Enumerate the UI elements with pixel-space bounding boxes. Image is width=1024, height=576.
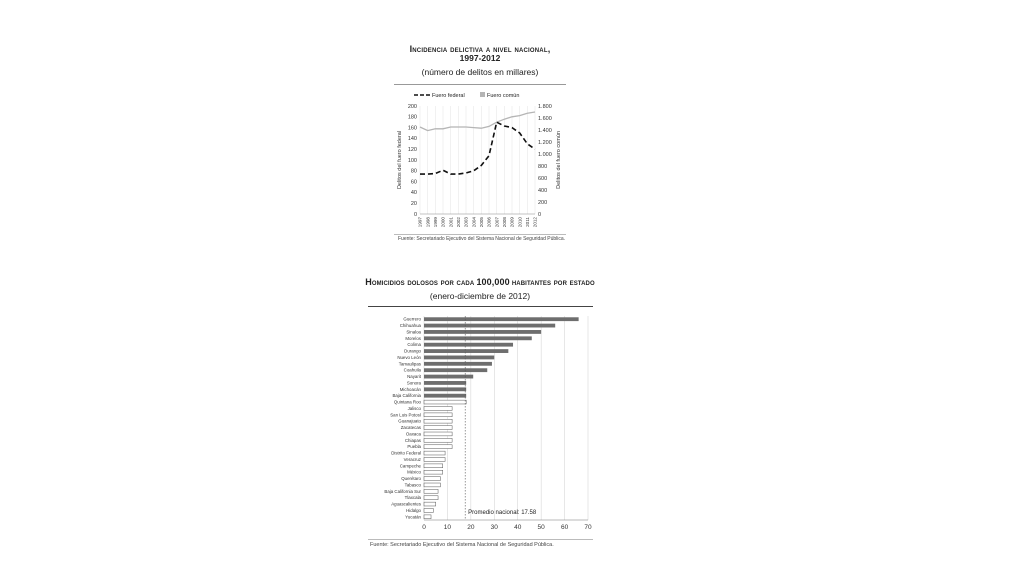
bar	[424, 451, 445, 455]
y-left-axis-label: Delitos del fuero federal	[397, 130, 403, 190]
x-tick-label: 2008	[501, 217, 507, 228]
category-label: Veracruz	[403, 456, 421, 462]
bar	[424, 400, 466, 404]
category-label: Tabasco	[404, 482, 421, 488]
y-left-tick-label: 140	[407, 136, 417, 143]
x-tick-label: 2002	[455, 217, 461, 228]
category-label: Hidalgo	[406, 507, 421, 513]
series-line-fuero-comun	[420, 112, 535, 131]
reference-line-label: Promedio nacional: 17.58	[468, 510, 537, 516]
chart2-bar-chart	[360, 308, 600, 538]
bar	[424, 483, 440, 487]
category-label: Guanajuato	[398, 418, 421, 424]
bar	[424, 381, 466, 385]
y-right-tick-label: 1.600	[538, 115, 552, 122]
bar	[424, 375, 473, 379]
chart1-subtitle: (número de delitos en millares)	[421, 67, 539, 77]
y-right-tick-label: 200	[538, 199, 548, 206]
bar	[424, 419, 452, 423]
category-label: Puebla	[407, 444, 421, 450]
bar	[424, 458, 445, 462]
category-label: Chihuahua	[399, 323, 421, 329]
chart1-title-line1: Incidencia delictiva a nivel nacional,	[409, 44, 551, 54]
bar	[424, 387, 466, 391]
category-label: México	[407, 469, 421, 475]
chart2-top-rule	[368, 306, 593, 307]
category-label: Coahuila	[403, 367, 421, 373]
y-right-tick-label: 1.400	[538, 127, 552, 134]
bar	[424, 502, 436, 506]
bar	[424, 324, 555, 328]
x-tick-label: 2011	[524, 217, 530, 227]
x-tick-label: 2001	[448, 217, 454, 228]
y-right-tick-label: 600	[538, 175, 548, 182]
bar	[424, 464, 443, 468]
x-tick-label: 50	[537, 524, 545, 531]
y-left-tick-label: 180	[407, 114, 417, 121]
category-label: Quintana Roo	[393, 399, 421, 405]
chart2-bottom-rule	[368, 539, 593, 540]
category-label: Zacatecas	[400, 425, 421, 431]
bar	[424, 394, 466, 398]
y-left-tick-label: 0	[413, 211, 417, 218]
x-tick-label: 40	[514, 524, 522, 531]
category-label: Morelos	[405, 335, 421, 341]
category-label: Yucatán	[405, 514, 421, 520]
x-tick-label: 2007	[494, 217, 500, 228]
x-tick-label: 1998	[425, 217, 431, 228]
bar	[424, 445, 452, 449]
y-right-tick-label: 800	[538, 163, 548, 170]
category-label: Sonora	[406, 380, 421, 386]
bar	[424, 509, 433, 513]
bar	[424, 477, 440, 481]
category-label: Sinaloa	[406, 329, 421, 335]
y-left-tick-label: 60	[410, 179, 417, 186]
category-label: Jalisco	[407, 405, 421, 411]
bar	[424, 432, 452, 436]
chart2-source: Fuente: Secretariado Ejecutivo del Sistema Nacional de Seguridad Pública.	[370, 542, 554, 548]
x-tick-label: 2004	[471, 217, 477, 228]
chart2-title-suffix: habitantes por estado	[511, 277, 595, 287]
chart1-title-years: 1997-2012	[459, 53, 501, 63]
bar	[424, 407, 452, 411]
legend-marker-fuero-comun	[480, 92, 485, 97]
chart2-title-prefix: Homicidios dolosos por cada	[365, 277, 475, 287]
bar	[424, 336, 532, 340]
series-line-fuero-federal	[420, 122, 535, 174]
bar	[424, 438, 452, 442]
category-label: Distrito Federal	[391, 450, 421, 456]
category-label: Querétaro	[401, 476, 421, 482]
bar	[424, 426, 452, 430]
bar	[424, 368, 487, 372]
y-right-tick-label: 1.200	[538, 139, 552, 146]
y-right-tick-label: 400	[538, 187, 548, 194]
category-label: Colima	[407, 342, 421, 348]
bar	[424, 317, 579, 321]
chart2-subtitle: (enero-diciembre de 2012)	[429, 291, 531, 301]
category-label: Durango	[404, 348, 421, 354]
y-right-axis-label: Delitos del fuero común	[556, 131, 562, 189]
bar	[424, 413, 452, 417]
x-tick-label: 2009	[509, 217, 515, 228]
y-left-tick-label: 20	[410, 201, 417, 207]
x-tick-label: 70	[584, 524, 592, 531]
x-tick-label: 0	[422, 524, 426, 531]
category-label: Michoacán	[399, 386, 421, 392]
category-label: Tamaulipas	[398, 361, 421, 367]
y-left-tick-label: 40	[410, 190, 417, 197]
legend-label-fuero-federal: Fuero federal	[432, 93, 465, 99]
category-label: Campeche	[399, 463, 421, 469]
category-label: Nayarit	[407, 374, 421, 380]
category-label: Baja California Sur	[384, 488, 421, 494]
bar	[424, 470, 443, 474]
x-tick-label: 2006	[486, 217, 492, 228]
y-left-tick-label: 200	[407, 103, 417, 110]
y-left-tick-label: 100	[407, 157, 417, 164]
category-label: Baja California	[392, 393, 421, 399]
bar	[424, 496, 438, 500]
x-tick-label: 10	[443, 524, 452, 531]
chart2-title	[340, 277, 620, 287]
x-tick-label: 2012	[532, 217, 538, 228]
x-tick-label: 2003	[463, 217, 469, 228]
chart1-bottom-rule	[394, 234, 566, 235]
chart1-line-chart	[380, 86, 580, 236]
category-label: Oaxaca	[405, 431, 421, 437]
category-label: Tlaxcala	[404, 495, 421, 501]
x-tick-label: 2005	[478, 217, 484, 228]
bar	[424, 489, 438, 493]
chart1-source: Fuente: Secretariado Ejecutivo del Sistema Nacional de Seguridad Pública.	[398, 236, 566, 242]
y-left-tick-label: 80	[410, 168, 417, 175]
bar	[424, 362, 492, 366]
category-label: San Luis Potosí	[390, 412, 421, 418]
category-label: Nuevo León	[397, 354, 421, 360]
bar	[424, 349, 508, 353]
legend-label-fuero-comun: Fuero común	[487, 93, 520, 99]
chart2-title-number: 100,000	[476, 277, 510, 287]
x-tick-label: 60	[560, 524, 569, 531]
bar	[424, 343, 513, 347]
x-tick-label: 2000	[440, 217, 446, 228]
category-label: Chiapas	[404, 437, 421, 443]
bar	[424, 515, 431, 519]
y-left-tick-label: 120	[407, 147, 417, 153]
category-label: Guerrero	[403, 316, 421, 322]
y-right-tick-label: 1.000	[538, 151, 552, 158]
x-tick-label: 1997	[417, 217, 423, 228]
chart1-top-rule	[394, 84, 566, 85]
category-label: Aguascalientes	[391, 501, 421, 507]
bar	[424, 330, 541, 334]
x-tick-label: 30	[490, 524, 498, 531]
bar	[424, 356, 494, 360]
y-right-tick-label: 0	[538, 211, 542, 218]
y-right-tick-label: 1.800	[538, 103, 552, 110]
x-tick-label: 20	[467, 524, 475, 531]
x-tick-label: 2010	[517, 217, 523, 228]
y-left-tick-label: 160	[407, 125, 417, 132]
x-tick-label: 1999	[432, 217, 438, 228]
